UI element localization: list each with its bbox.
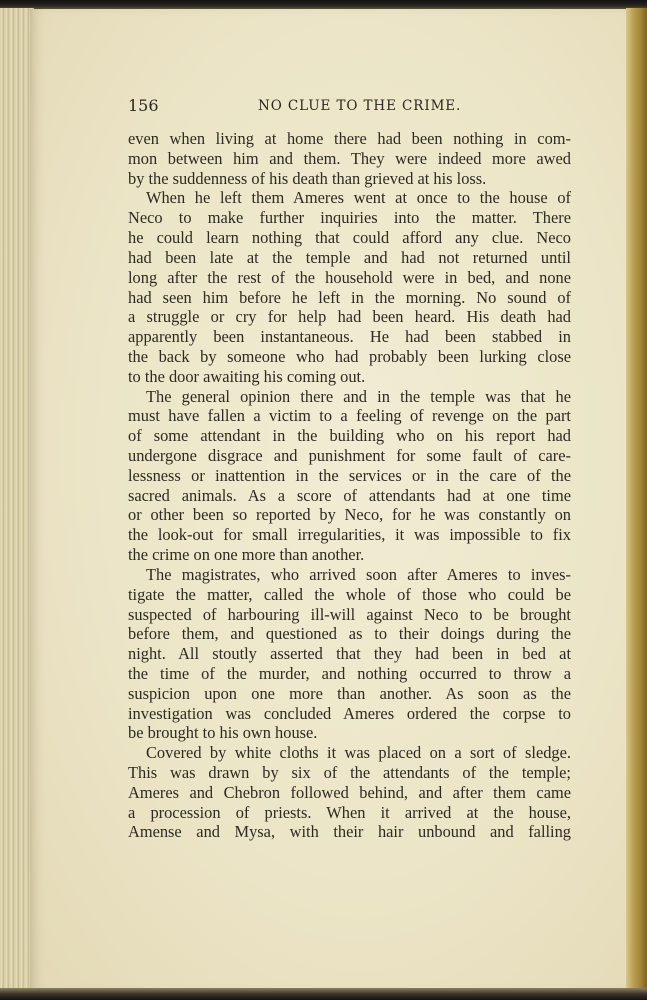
- text-line: of some attendant in the building who on his report had: [128, 426, 571, 446]
- text-line: The general opinion there and in the temple was that he: [146, 386, 571, 406]
- text-line: tigate the matter, called the whole of those who could be: [128, 584, 571, 604]
- text-line: the back by someone who had probably been lurking close: [128, 346, 571, 366]
- text-line: suspicion upon one more than another. As soon as the: [128, 683, 571, 703]
- text-line: night. All stoutly asserted that they had been in bed at: [128, 644, 571, 664]
- gilt-fore-edge: [626, 8, 647, 992]
- text-line: had been late at the temple and had not returned until: [128, 247, 571, 267]
- text-line: Covered by white cloths it was placed on a sort of sledge.: [146, 743, 571, 763]
- text-line: to the door awaiting his coming out.: [128, 366, 366, 386]
- text-line: suspected of harbouring ill-will against Neco to be brought: [128, 604, 571, 624]
- text-line: by the suddenness of his death than grieved at his loss.: [128, 168, 487, 188]
- text-line: a struggle or cry for help had been heard. His death had: [128, 307, 571, 327]
- text-line: long after the rest of the household were in bed, and none: [128, 267, 571, 287]
- text-line: even when living at home there had been nothing in com-: [128, 129, 571, 148]
- text-line: the crime on one more than another.: [128, 545, 365, 565]
- text-line: Neco to make further inquiries into the matter. There: [128, 208, 571, 228]
- text-line: mon between him and them. They were indeed more awed: [128, 148, 571, 168]
- running-header: [128, 96, 574, 118]
- text-line: must have fallen a victim to a feeling of revenge on the part: [128, 406, 571, 426]
- text-line: sacred animals. As a score of attendants had at one time: [128, 485, 571, 505]
- text-line: This was drawn by six of the attendants of the temple;: [128, 763, 571, 782]
- text-line: The magistrates, who arrived soon after Ameres to inves-: [146, 564, 571, 584]
- text-line: had seen him before he left in the morning. No sound of: [128, 287, 571, 307]
- text-line: Ameres and Chebron followed behind, and after them came: [128, 782, 571, 802]
- book-bottom-edge: [0, 988, 647, 1000]
- page-number: 156: [128, 96, 159, 115]
- text-line: he could learn nothing that could afford any clue. Neco: [128, 228, 571, 248]
- text-line: or other been so reported by Neco, for he was constantly on: [128, 505, 571, 525]
- text-line: lessness or inattention in the services or in the care of the: [128, 465, 571, 485]
- text-line: investigation was concluded Ameres ordered the corpse to: [128, 703, 571, 723]
- text-line: undergone disgrace and punishment for some fault of care-: [128, 446, 571, 465]
- page-stack-edge: [0, 8, 34, 992]
- text-line: the time of the murder, and nothing occurred to throw a: [128, 663, 571, 683]
- text-line: before them, and questioned as to their doings during the: [128, 624, 571, 644]
- running-title: NO CLUE TO THE CRIME.: [258, 98, 462, 114]
- text-line: When he left them Ameres went at once to the house of: [146, 188, 571, 208]
- text-line: a procession of priests. When it arrived at the house,: [128, 802, 571, 822]
- text-line: apparently been instantaneous. He had been stabbed in: [128, 327, 571, 347]
- text-line: the look-out for small irregularities, it was impossible to fix: [128, 525, 571, 545]
- text-line: Amense and Mysa, with their hair unbound and falling: [128, 822, 571, 842]
- text-line: be brought to his own house.: [128, 723, 318, 743]
- body-text: [128, 129, 571, 842]
